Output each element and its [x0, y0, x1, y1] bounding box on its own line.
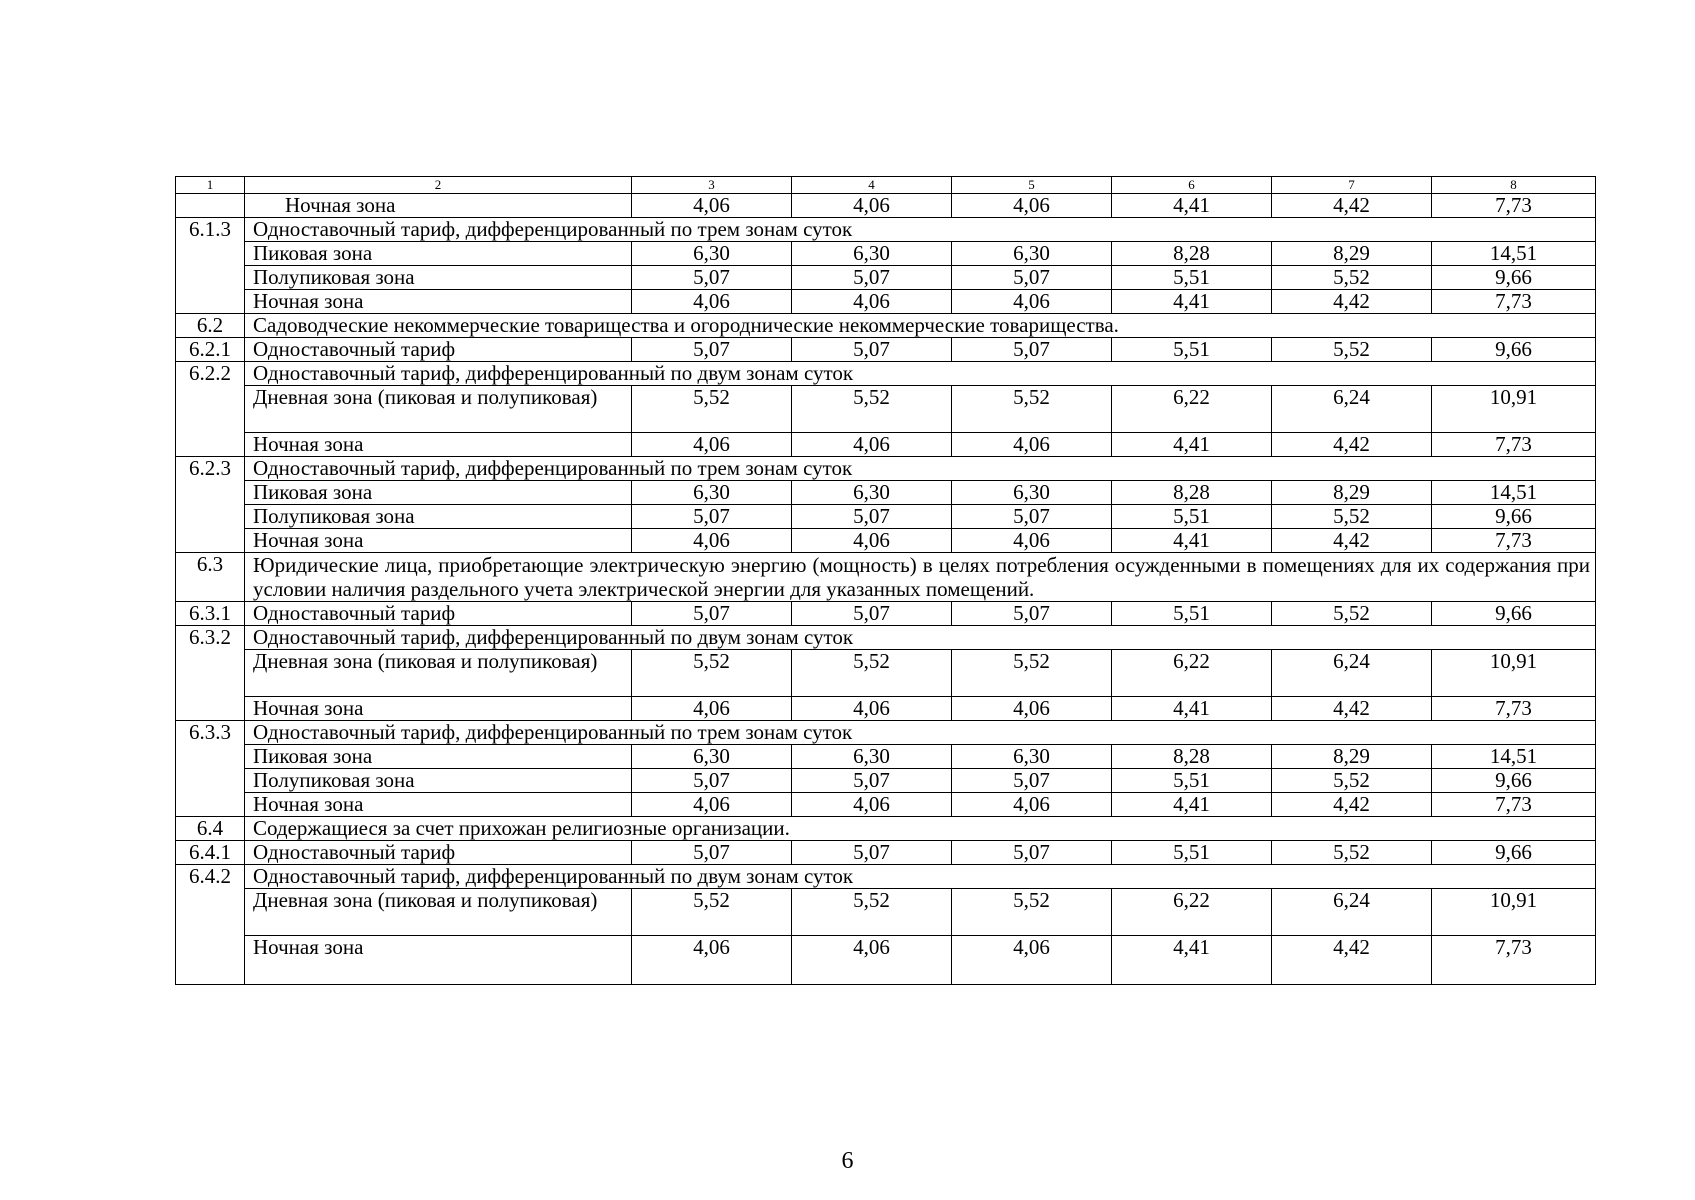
tariff-value: 4,42	[1272, 194, 1432, 218]
table-row	[176, 793, 1596, 817]
tariff-value: 9,66	[1432, 338, 1596, 362]
tariff-value: 5,51	[1112, 841, 1272, 865]
row-code: 6.2	[176, 314, 245, 338]
tariff-value: 5,07	[792, 602, 952, 626]
tariff-value: 5,52	[792, 650, 952, 697]
column-number: 8	[1432, 177, 1596, 194]
tariff-value: 5,52	[792, 386, 952, 433]
column-number: 1	[176, 177, 245, 194]
section-title: Одноставочный тариф, дифференцированный по трем зонам суток	[245, 721, 1596, 745]
tariff-value: 5,07	[952, 266, 1112, 290]
tariff-value: 5,52	[1272, 338, 1432, 362]
tariff-value: 7,73	[1432, 194, 1596, 218]
section-title: Садоводческие некоммерческие товарищества и огороднические некоммерческие товарищества.	[245, 314, 1596, 338]
row-code	[176, 194, 245, 218]
tariff-value: 14,51	[1432, 745, 1596, 769]
tariff-value: 4,42	[1272, 529, 1432, 553]
tariff-value: 5,07	[952, 338, 1112, 362]
tariff-value: 5,52	[632, 386, 792, 433]
tariff-value: 6,30	[632, 745, 792, 769]
tariff-value: 5,52	[1272, 841, 1432, 865]
table-row	[176, 650, 1596, 697]
section-row	[176, 817, 1596, 841]
row-label: Ночная зона	[245, 194, 632, 218]
tariff-value: 5,07	[952, 841, 1112, 865]
column-number: 5	[952, 177, 1112, 194]
tariff-value: 8,28	[1112, 242, 1272, 266]
tariff-value: 5,51	[1112, 602, 1272, 626]
tariff-value: 8,29	[1272, 745, 1432, 769]
column-number: 2	[245, 177, 632, 194]
tariff-value: 4,06	[792, 194, 952, 218]
table-row	[176, 505, 1596, 529]
tariff-value: 4,06	[952, 697, 1112, 721]
row-code: 6.2.1	[176, 338, 245, 362]
tariff-value: 5,52	[952, 386, 1112, 433]
section-title: Одноставочный тариф, дифференцированный по двум зонам суток	[245, 362, 1596, 386]
table-row	[176, 936, 1596, 985]
tariff-value: 5,07	[632, 602, 792, 626]
tariff-value: 6,22	[1112, 889, 1272, 936]
tariff-value: 6,24	[1272, 386, 1432, 433]
section-title: Одноставочный тариф, дифференцированный по двум зонам суток	[245, 865, 1596, 889]
tariff-value: 7,73	[1432, 793, 1596, 817]
tariff-value: 4,06	[632, 793, 792, 817]
section-row	[176, 721, 1596, 745]
tariff-value: 6,30	[952, 481, 1112, 505]
tariff-value: 5,07	[792, 338, 952, 362]
tariff-value: 14,51	[1432, 242, 1596, 266]
table-row	[176, 697, 1596, 721]
tariff-value: 5,52	[1272, 505, 1432, 529]
table-row	[176, 745, 1596, 769]
row-label: Полупиковая зона	[245, 266, 632, 290]
table-row	[176, 194, 1596, 218]
row-code: 6.1.3	[176, 218, 245, 314]
row-code: 6.4.1	[176, 841, 245, 865]
row-label: Пиковая зона	[245, 481, 632, 505]
tariff-value: 4,42	[1272, 697, 1432, 721]
row-label: Одноставочный тариф	[245, 841, 632, 865]
tariff-value: 5,07	[952, 602, 1112, 626]
tariff-value: 5,07	[632, 505, 792, 529]
table-row	[176, 481, 1596, 505]
row-code: 6.3	[176, 553, 245, 602]
tariff-value: 6,30	[632, 481, 792, 505]
tariff-value: 5,52	[792, 889, 952, 936]
tariff-value: 8,28	[1112, 481, 1272, 505]
section-title: Содержащиеся за счет прихожан религиозные организации.	[245, 817, 1596, 841]
tariff-value: 5,07	[792, 769, 952, 793]
tariff-value: 4,41	[1112, 433, 1272, 457]
tariff-value: 4,42	[1272, 433, 1432, 457]
row-label: Ночная зона	[245, 936, 632, 985]
row-label: Полупиковая зона	[245, 769, 632, 793]
section-row	[176, 362, 1596, 386]
section-row	[176, 626, 1596, 650]
tariff-value: 4,06	[632, 194, 792, 218]
table-row	[176, 290, 1596, 314]
tariff-value: 9,66	[1432, 841, 1596, 865]
table-row	[176, 769, 1596, 793]
tariff-value: 5,52	[952, 650, 1112, 697]
tariff-value: 4,42	[1272, 793, 1432, 817]
row-label: Ночная зона	[245, 433, 632, 457]
row-code: 6.2.3	[176, 457, 245, 553]
row-code: 6.3.3	[176, 721, 245, 817]
tariff-value: 4,06	[632, 290, 792, 314]
tariff-value: 8,28	[1112, 745, 1272, 769]
column-number-row	[176, 177, 1596, 194]
tariff-value: 7,73	[1432, 697, 1596, 721]
tariff-value: 4,41	[1112, 194, 1272, 218]
tariff-value: 5,07	[792, 841, 952, 865]
tariff-value: 4,41	[1112, 529, 1272, 553]
tariff-value: 6,22	[1112, 386, 1272, 433]
tariff-value: 5,07	[632, 769, 792, 793]
tariff-value: 6,24	[1272, 650, 1432, 697]
row-code: 6.2.2	[176, 362, 245, 457]
tariff-value: 5,51	[1112, 338, 1272, 362]
tariff-value: 5,51	[1112, 266, 1272, 290]
tariff-value: 5,07	[792, 266, 952, 290]
tariff-value: 4,06	[632, 433, 792, 457]
row-label: Дневная зона (пиковая и полупиковая)	[245, 386, 632, 433]
tariff-value: 4,06	[792, 529, 952, 553]
table-row	[176, 433, 1596, 457]
tariff-value: 5,07	[632, 266, 792, 290]
row-label: Пиковая зона	[245, 242, 632, 266]
page-number: 6	[841, 1148, 854, 1174]
tariff-value: 4,06	[792, 290, 952, 314]
section-row	[176, 865, 1596, 889]
tariff-value: 5,51	[1112, 769, 1272, 793]
tariff-value: 4,06	[792, 793, 952, 817]
tariff-value: 6,30	[792, 242, 952, 266]
tariff-value: 5,52	[1272, 769, 1432, 793]
row-code: 6.4	[176, 817, 245, 841]
tariff-value: 4,06	[792, 433, 952, 457]
tariff-value: 5,07	[632, 841, 792, 865]
row-label: Ночная зона	[245, 290, 632, 314]
column-number: 7	[1272, 177, 1432, 194]
tariff-value: 9,66	[1432, 769, 1596, 793]
row-label: Одноставочный тариф	[245, 602, 632, 626]
section-title: Одноставочный тариф, дифференцированный по двум зонам суток	[245, 626, 1596, 650]
table-row	[176, 602, 1596, 626]
tariff-table-body	[176, 177, 1596, 985]
tariff-value: 14,51	[1432, 481, 1596, 505]
row-label: Ночная зона	[245, 697, 632, 721]
section-title: Одноставочный тариф, дифференцированный по трем зонам суток	[245, 457, 1596, 481]
tariff-value: 4,42	[1272, 290, 1432, 314]
tariff-value: 6,30	[952, 745, 1112, 769]
column-number: 3	[632, 177, 792, 194]
table-row	[176, 386, 1596, 433]
row-label: Ночная зона	[245, 793, 632, 817]
table-row	[176, 841, 1596, 865]
tariff-value: 5,52	[1272, 266, 1432, 290]
tariff-value: 4,41	[1112, 936, 1272, 985]
section-title: Одноставочный тариф, дифференцированный по трем зонам суток	[245, 218, 1596, 242]
tariff-value: 4,41	[1112, 697, 1272, 721]
tariff-value: 5,07	[952, 769, 1112, 793]
tariff-value: 5,07	[952, 505, 1112, 529]
row-code: 6.4.2	[176, 865, 245, 985]
row-label: Одноставочный тариф	[245, 338, 632, 362]
tariff-value: 6,30	[792, 745, 952, 769]
tariff-value: 8,29	[1272, 242, 1432, 266]
tariff-value: 5,52	[952, 889, 1112, 936]
tariff-value: 5,52	[1272, 602, 1432, 626]
tariff-value: 5,51	[1112, 505, 1272, 529]
row-code: 6.3.1	[176, 602, 245, 626]
tariff-value: 4,06	[952, 936, 1112, 985]
section-row	[176, 457, 1596, 481]
tariff-value: 4,06	[632, 936, 792, 985]
column-number: 4	[792, 177, 952, 194]
row-label: Ночная зона	[245, 529, 632, 553]
tariff-value: 7,73	[1432, 936, 1596, 985]
tariff-value: 10,91	[1432, 386, 1596, 433]
tariff-value: 6,30	[792, 481, 952, 505]
tariff-value: 10,91	[1432, 650, 1596, 697]
tariff-value: 5,52	[632, 889, 792, 936]
table-row	[176, 889, 1596, 936]
table-row	[176, 529, 1596, 553]
tariff-value: 4,06	[792, 936, 952, 985]
tariff-value: 9,66	[1432, 602, 1596, 626]
tariff-value: 4,06	[792, 697, 952, 721]
tariff-value: 4,42	[1272, 936, 1432, 985]
tariff-value: 4,41	[1112, 793, 1272, 817]
tariff-value: 9,66	[1432, 266, 1596, 290]
tariff-value: 5,07	[792, 505, 952, 529]
tariff-value: 4,41	[1112, 290, 1272, 314]
tariff-value: 6,30	[632, 242, 792, 266]
tariff-value: 7,73	[1432, 529, 1596, 553]
tariff-value: 6,30	[952, 242, 1112, 266]
tariff-value: 7,73	[1432, 433, 1596, 457]
tariff-value: 6,22	[1112, 650, 1272, 697]
table-row	[176, 338, 1596, 362]
tariff-value: 7,73	[1432, 290, 1596, 314]
row-label: Полупиковая зона	[245, 505, 632, 529]
tariff-value: 4,06	[952, 529, 1112, 553]
tariff-value: 5,07	[632, 338, 792, 362]
tariff-value: 8,29	[1272, 481, 1432, 505]
tariff-value: 4,06	[952, 290, 1112, 314]
row-code: 6.3.2	[176, 626, 245, 721]
section-row	[176, 553, 1596, 602]
tariff-value: 4,06	[632, 529, 792, 553]
section-title: Юридические лица, приобретающие электрическую энергию (мощность) в целях потребления осужденными в помещениях для их содержания при условии наличия раздельного учета электрической энергии для указанных помещений.	[245, 553, 1596, 602]
tariff-value: 5,52	[632, 650, 792, 697]
row-label: Дневная зона (пиковая и полупиковая)	[245, 889, 632, 936]
section-row	[176, 314, 1596, 338]
row-label: Дневная зона (пиковая и полупиковая)	[245, 650, 632, 697]
tariff-table	[175, 176, 1596, 985]
section-row	[176, 218, 1596, 242]
table-row	[176, 266, 1596, 290]
column-number: 6	[1112, 177, 1272, 194]
tariff-value: 4,06	[952, 793, 1112, 817]
tariff-value: 4,06	[952, 194, 1112, 218]
tariff-value: 4,06	[952, 433, 1112, 457]
row-label: Пиковая зона	[245, 745, 632, 769]
tariff-value: 6,24	[1272, 889, 1432, 936]
tariff-value: 9,66	[1432, 505, 1596, 529]
table-row	[176, 242, 1596, 266]
tariff-value: 10,91	[1432, 889, 1596, 936]
tariff-value: 4,06	[632, 697, 792, 721]
